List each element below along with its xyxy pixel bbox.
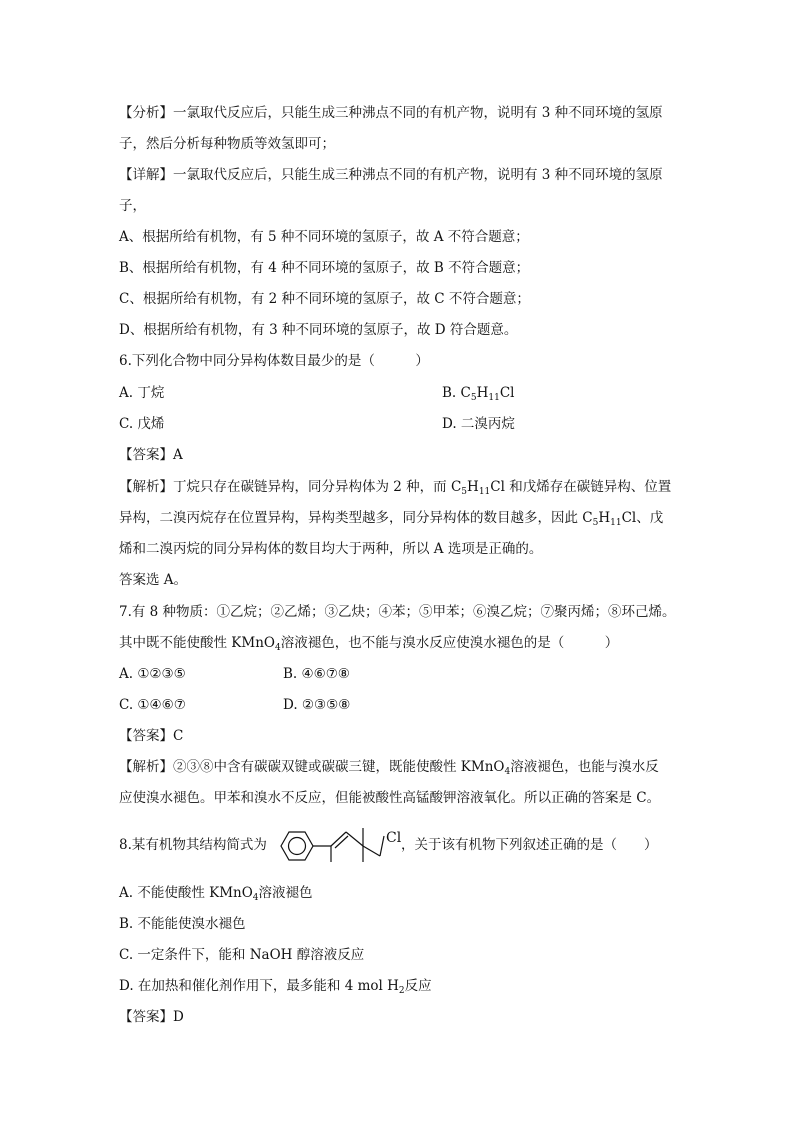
q6-final: 答案选 A。 [119,572,188,588]
q6-option-b: B. $C_5H_{11}Cl$ [442,385,515,403]
detail-text: 一氯取代反应后，只能生成三种沸点不同的有机产物，说明有 3 种不同环境的氢原 [173,167,663,183]
q7-option-a: A. ①②③⑤ [119,666,186,682]
analysis-line-2: 子，然后分析每种物质等效氢即可； [119,136,335,152]
aromatic-circle [289,838,306,855]
detail-option-c: C、根据所给有机物，有 2 种不同环境的氢原子，故 C 不符合题意； [119,291,530,307]
q6-option-d: D. 二溴丙烷 [442,416,515,432]
q7-option-c: C. ①④⑥⑦ [119,697,186,713]
detail-label: 【详解】 [119,167,173,183]
q6-option-c: C. 戊烯 [119,416,165,432]
q7-stem-2: 其中既不能使酸性 KMnO$_4$溶液褪色，也不能与溴水反应使溴水褪色的是（ ） [119,635,619,653]
analysis-line-1 [119,104,663,122]
detail-line-2: 子， [119,198,146,214]
bond [363,846,380,856]
q8-option-c: C. 一定条件下，能和 NaOH 醇溶液反应 [119,947,365,963]
analysis-text: 一氯取代反应后，只能生成三种沸点不同的有机产物，说明有 3 种不同环境的氢原 [173,105,663,121]
bond [346,832,363,846]
q7-stem-1: 7.有 8 种物质：①乙烷；②乙烯；③乙炔；④苯；⑤甲苯；⑥溴乙烷；⑦聚丙烯；⑧环己烯。 [119,604,676,620]
q8-answer: 【答案】D [119,1009,184,1025]
analysis-label: 【分析】 [119,105,173,121]
q6-explanation-1: 【解析】丁烷只存在碳链异构，同分异构体为 2 种，而 $C_5H_{11}Cl$ 和戊烯存在碳链异构、位置 [119,479,672,497]
double-bond-inner [335,836,348,848]
q6-answer: 【答案】A [119,447,183,463]
detail-option-d: D、根据所给有机物，有 3 种不同环境的氢原子，故 D 符合题意。 [119,322,518,338]
q7-answer: 【答案】C [119,728,184,744]
q7-option-d: D. ②③⑤⑧ [283,697,351,713]
chlorine-label: Cl [386,830,402,846]
q8-stem-prefix: 8.某有机物其结构简式为 [119,837,267,853]
q6-stem: 6.下列化合物中同分异构体数目最少的是（ ） [119,353,429,369]
double-bond [331,832,346,846]
q7-option-b: B. ④⑥⑦⑧ [283,666,350,682]
structural-formula [276,822,411,874]
bond [380,836,384,856]
q8-option-d: D. 在加热和催化剂作用下，最多能和 4 mol $H_2$反应 [119,978,432,996]
detail-option-b: B、根据所给有机物，有 4 种不同环境的氢原子，故 B 不符合题意； [119,260,530,276]
q8-option-a: A. 不能使酸性 KMnO$_4$溶液褪色 [119,885,313,903]
q6-explanation-2: 异构，二溴丙烷存在位置异构，异构类型越多，同分异构体的数目越多，因此 $C_5H_{11}Cl$、戊 [119,510,664,528]
detail-option-a: A、根据所给有机物，有 5 种不同环境的氢原子，故 A 不符合题意； [119,229,529,245]
q6-option-a: A. 丁烷 [119,385,165,401]
q8-option-b: B. 不能能使溴水褪色 [119,916,246,932]
benzene-ring [281,832,313,860]
molecule-diagram [276,822,411,870]
q8-stem-suffix: ，关于该有机物下列叙述正确的是（ ） [401,837,658,853]
q7-explanation-1: 【解析】②③⑧中含有碳碳双键或碳碳三键，既能使酸性 KMnO$_4$溶液褪色，也能与溴水反 [119,759,659,777]
q7-explanation-2: 应使溴水褪色。甲苯和溴水不反应，但能被酸性高锰酸钾溶液氧化。所以正确的答案是 C。 [119,790,661,806]
detail-line-1 [119,166,663,184]
q6-explanation-3: 烯和二溴丙烷的同分异构体的数目均大于两种，所以 A 选项是正确的。 [119,541,543,557]
